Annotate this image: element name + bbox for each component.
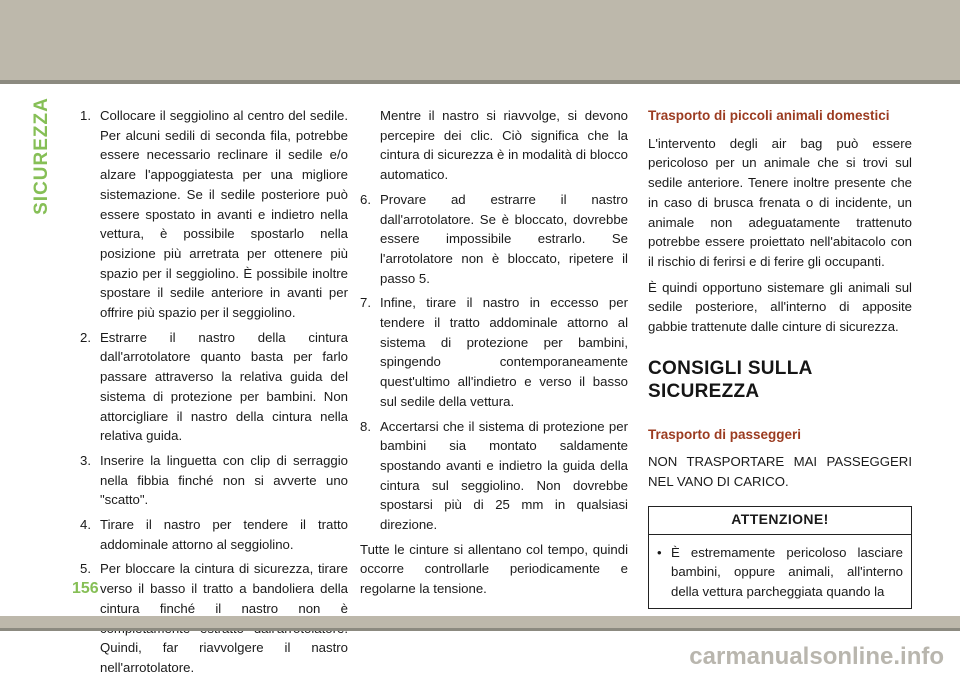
list-item-text: Collocare il seggiolino al centro del sedile. Per alcuni sedili di seconda fila, potrebbe essere necessario reclinare il sedile e/o alzare l'appoggiatesta per una migliore sistemazione. Se il sedile posteriore può essere spostato in avanti e indietro nella vettura, è possibile spostarlo nella posizione più arretrata per ottenere più spazio per il seggiolino. È possibile inoltre spostare il sedile anteriore in avanti per offrire più spazio per il seggiolino. [100, 108, 348, 321]
list-item-number: 8. [360, 418, 371, 434]
section-side-tab [28, 97, 56, 215]
list-item [360, 190, 628, 289]
list-item-text: Inserire la linguetta con clip di serraggio nella fibbia finché non si avverte uno "scatto". [100, 452, 348, 508]
list-item-continuation: Mentre il nastro si riavvolge, si devono percepire dei clic. Ciò significa che la cintura di sicurezza è in modalità di blocco automatico. [380, 108, 628, 183]
subheading-pets: Trasporto di piccoli animali domestici [648, 108, 890, 123]
list-item [80, 106, 348, 323]
list-item-text: Per bloccare la cintura di sicurezza, tirare verso il basso il tratto a bandoliera della cintura finché il nastro non è Quindi, far riavvolgere il nastro nell'arrotolatore. [100, 561, 348, 675]
footer-rule [0, 628, 960, 631]
list-item-text: Infine, tirare il nastro in eccesso per tendere il tratto addominale attorno al sistema di protezione per bambini, spingendo contemporaneamente quest'ultimo all'indietro e verso il basso sul sedile della vettura. [380, 295, 628, 409]
page-number: 156 [72, 580, 99, 597]
list-item [80, 451, 348, 510]
section-title: CONSIGLI SULLA SICUREZZA [648, 357, 812, 402]
text-column-2 [360, 106, 628, 605]
warning-title: ATTENZIONE! [649, 507, 911, 535]
warning-text: È estremamente pericoloso lasciare bambini, oppure animali, all'interno della vettura parcheggiata quando la [671, 544, 903, 599]
list-item-number: 3. [80, 452, 91, 468]
bullet-icon: • [657, 544, 662, 560]
text-column-1 [80, 106, 348, 683]
list-item [360, 417, 628, 535]
list-item-number: 6. [360, 191, 371, 207]
list-item [80, 515, 348, 554]
paragraph: L'intervento degli air bag può essere pericoloso per un animale che si trovi sul sedile anteriore. Tenere inoltre presente che in caso di brusca frenata o di incidente, un animale non adeguatamente trattenuto potrebbe essere proiettato nell'abitacolo con il rischio di ferirsi e di ferire gli occupanti. [648, 135, 912, 269]
list-item-number: 4. [80, 517, 91, 533]
list-item-text: Tirare il nastro per tendere il tratto addominale attorno al seggiolino. [100, 517, 348, 552]
list-item [360, 293, 628, 411]
list-item-number: 2. [80, 329, 91, 345]
list-item-text: Accertarsi che il sistema di protezione per bambini sia montato saldamente spostando avanti e indietro la guida della cintura sul seggiolino. Non dovrebbe spostarsi più di 25 mm in qualsiasi direzione. [380, 418, 628, 533]
list-item-number: 5. [80, 561, 91, 577]
footer-band [0, 616, 960, 628]
list-item [80, 328, 348, 446]
warning-box [648, 506, 912, 609]
paragraph: È quindi opportuno sistemare gli animali sul sedile posteriore, all'interno di apposite gabbie trattenute dalle cinture di sicurezza. [648, 279, 912, 335]
list-item-number: 7. [360, 295, 371, 311]
warning-body [649, 535, 911, 608]
section-side-tab-label: SICUREZZA [31, 97, 53, 215]
closing-paragraph: Tutte le cinture si allentano col tempo, quindi occorre controllarle periodicamente e regolarne la tensione. [360, 541, 628, 597]
list-item-text: Estrarre il nastro della cintura dall'arrotolatore quanto basta per farlo passare attraverso la relativa guida del sistema di protezione per bambini. Non attorcigliare il nastro della cintura nella relativa guida. [100, 329, 348, 444]
header-rule [0, 80, 960, 84]
subheading-passengers: Trasporto di passeggeri [648, 426, 802, 442]
list-item-text: Provare ad estrarre il nastro dall'arrotolatore. Se è bloccato, dovrebbe essere impossibile estrarlo. Se l'arrotolatore non è bloccato, ripetere il passo 5. [380, 191, 628, 286]
paragraph: NON TRASPORTARE MAI PASSEGGERI NEL VANO DI CARICO. [648, 454, 912, 490]
header-band [0, 0, 960, 80]
list-item-number: 1. [80, 108, 91, 123]
text-column-3 [648, 106, 912, 609]
watermark: carmanualsonline.info [689, 643, 944, 670]
